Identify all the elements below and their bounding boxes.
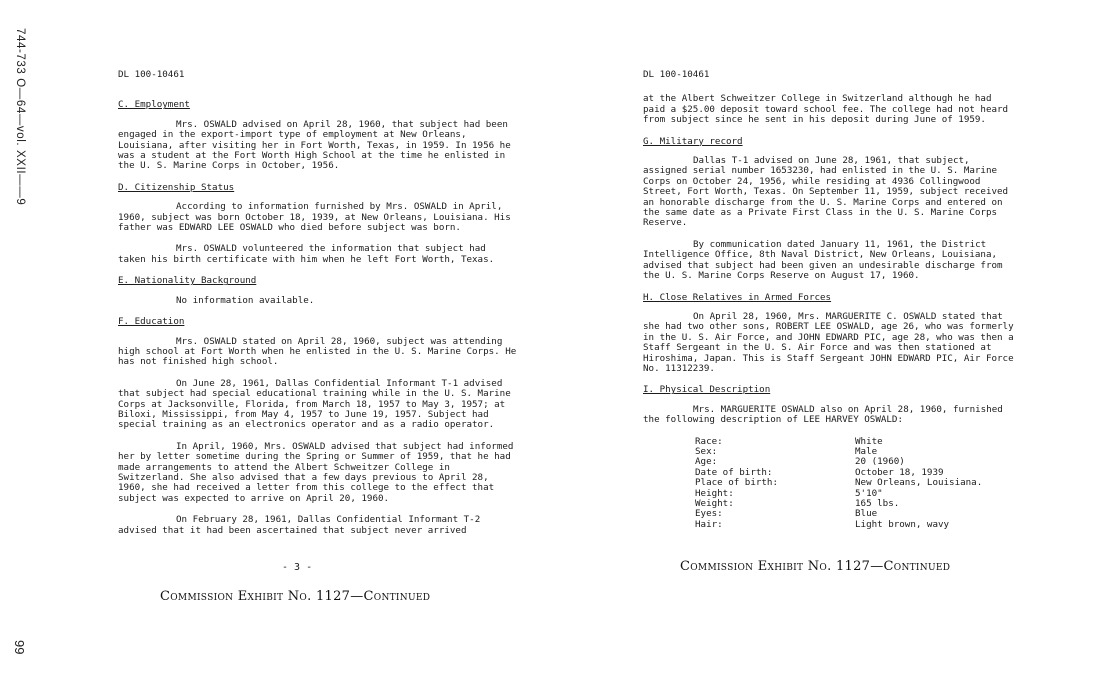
exhibit-caption-text: Commission Exhibit No. 1127—Continued (680, 559, 951, 574)
section-heading-military: G. Military record (643, 135, 743, 147)
paragraph: Mrs. OSWALD advised on April 28, 1960, that subject had been engaged in the export-import type of employment at New Orleans, Louisiana, after visiting her in Fort Worth, Texas, in 1959. In 1956 he was a student at the Fort Worth High School at the time he enlisted in the U. S. Marine Corps in October, 1956. (118, 118, 511, 172)
section-heading-citizenship: D. Citizenship Status (118, 181, 235, 193)
desc-value: New Orleans, Louisiana. (855, 477, 983, 489)
exhibit-caption-text: Commission Exhibit No. 1127—Continued (160, 589, 431, 604)
section-heading-education: F. Education (118, 316, 185, 328)
desc-label: Age: (695, 456, 718, 468)
section-heading-employment: C. Employment (118, 99, 190, 111)
paragraph: By communication dated January 11, 1961, the District Intelligence Office, 8th Naval District, New Orleans, Louisiana, advised that subject had been given an undesirable discharge from the U. S. Marine Corps Reserve on August 17, 1960. (643, 238, 1003, 282)
desc-value: October 18, 1939 (855, 466, 944, 478)
desc-value: White (855, 435, 883, 447)
desc-value: 20 (1960) (855, 456, 905, 468)
desc-label: Weight: (695, 498, 734, 509)
desc-value: Blue (855, 508, 878, 520)
file-number: DL 100-10461 (643, 69, 710, 80)
continuation-paragraph: at the Albert Schweitzer College in Switzerland although he had paid a $25.00 deposit toward school fee. The college had not heard from subject since he sent in his deposit during June of 1959. (643, 93, 1009, 126)
desc-value: Male (855, 445, 878, 457)
desc-value: 165 lbs. (855, 498, 900, 509)
exhibit-caption-left (160, 589, 430, 604)
physical-description-table (695, 437, 1018, 531)
left-document-page (118, 70, 518, 547)
paragraph: Mrs. OSWALD volunteered the information that subject had taken his birth certificate with him when he left Fort Worth, Texas. (118, 243, 495, 265)
desc-label: Height: (695, 487, 734, 499)
desc-label: Hair: (695, 518, 723, 530)
exhibit-caption-right (680, 559, 950, 574)
paragraph: According to information furnished by Mrs. OSWALD in April, 1960, subject was born October 18, 1939, at New Orleans, Louisiana. His father was EDWARD LEE OSWALD who died before subject was born. (118, 201, 511, 234)
desc-label: Sex: (695, 445, 718, 457)
file-number: DL 100-10461 (118, 69, 185, 80)
section-heading-nationality: E. Nationality Background (118, 275, 257, 287)
paragraph: On February 28, 1961, Dallas Confidential Informant T-2 advised that it had been ascertained that subject never arrived (118, 514, 481, 536)
paragraph: On April 28, 1960, Mrs. MARGUERITE C. OSWALD stated that she had two other sons, ROBERT LEE OSWALD, age 26, who was formerly in the U. S. Air Force, and JOHN EDWARD PIC, age 28, who was then a Staff Sergeant in the U. S. Air Force and was then stationed at Hiroshima, Japan. This is Staff Sergeant JOHN EDWARD PIC, Air Force No. 11312239. (643, 310, 1014, 374)
section-heading-physical: I. Physical Description (643, 384, 771, 396)
paragraph: In April, 1960, Mrs. OSWALD advised that subject had informed her by letter sometime during the Spring or Summer of 1959, that he had made arrangements to attend the Albert Schweitzer College in Switzerland. She also advised that a few days previous to April 28, 1960, she had received a letter from this college to the effect that subject was expected to arrive on April 20, 1960. (118, 440, 514, 504)
paragraph: Dallas T-1 advised on June 28, 1961, that subject, assigned serial number 1653230, had enlisted in the U. S. Marine Corps on October 24, 1956, while residing at 4936 Collingwood Street, Fort Worth, Texas. On September 11, 1959, subject received an honorable discharge from the U. S. Marine Corps and entered on the same date as a Private First Class in the U. S. Marine Corps Reserve. (643, 155, 1009, 229)
paragraph: On June 28, 1961, Dallas Confidential Informant T-1 advised that subject had special educational training while in the U. S. Marine Corps at Jacksonville, Florida, from March 18, 1957 to May 3, 1957; at Biloxi, Mississippi, from May 4, 1957 to June 19, 1957. Subject had special training as an electronics operator and as a radio operator. (118, 377, 511, 431)
paragraph: Mrs. MARGUERITE OSWALD also on April 28, 1960, furnished the following description of LEE HARVEY OSWALD: (643, 403, 1003, 426)
section-heading-relatives: H. Close Relatives in Armed Forces (643, 291, 832, 303)
paragraph: No information available. (176, 294, 315, 306)
left-margin (10, 10, 46, 690)
desc-value: Light brown, wavy (855, 518, 950, 530)
desc-label: Date of birth: (695, 466, 773, 478)
printing-note: 744-733 O—64—vol. XXII——9 (14, 28, 26, 206)
volume-page-number: 99 (12, 640, 27, 655)
right-document-page (643, 70, 1018, 530)
page-number: - 3 - (282, 562, 313, 573)
desc-label: Place of birth: (695, 477, 778, 489)
desc-label: Race: (695, 435, 723, 447)
desc-value: 5'10" (855, 487, 883, 499)
desc-label: Eyes: (695, 508, 723, 520)
paragraph: Mrs. OSWALD stated on April 28, 1960, subject was attending high school at Fort Worth when he enlisted in the U. S. Marine Corps. He has not finished high school. (118, 335, 517, 368)
